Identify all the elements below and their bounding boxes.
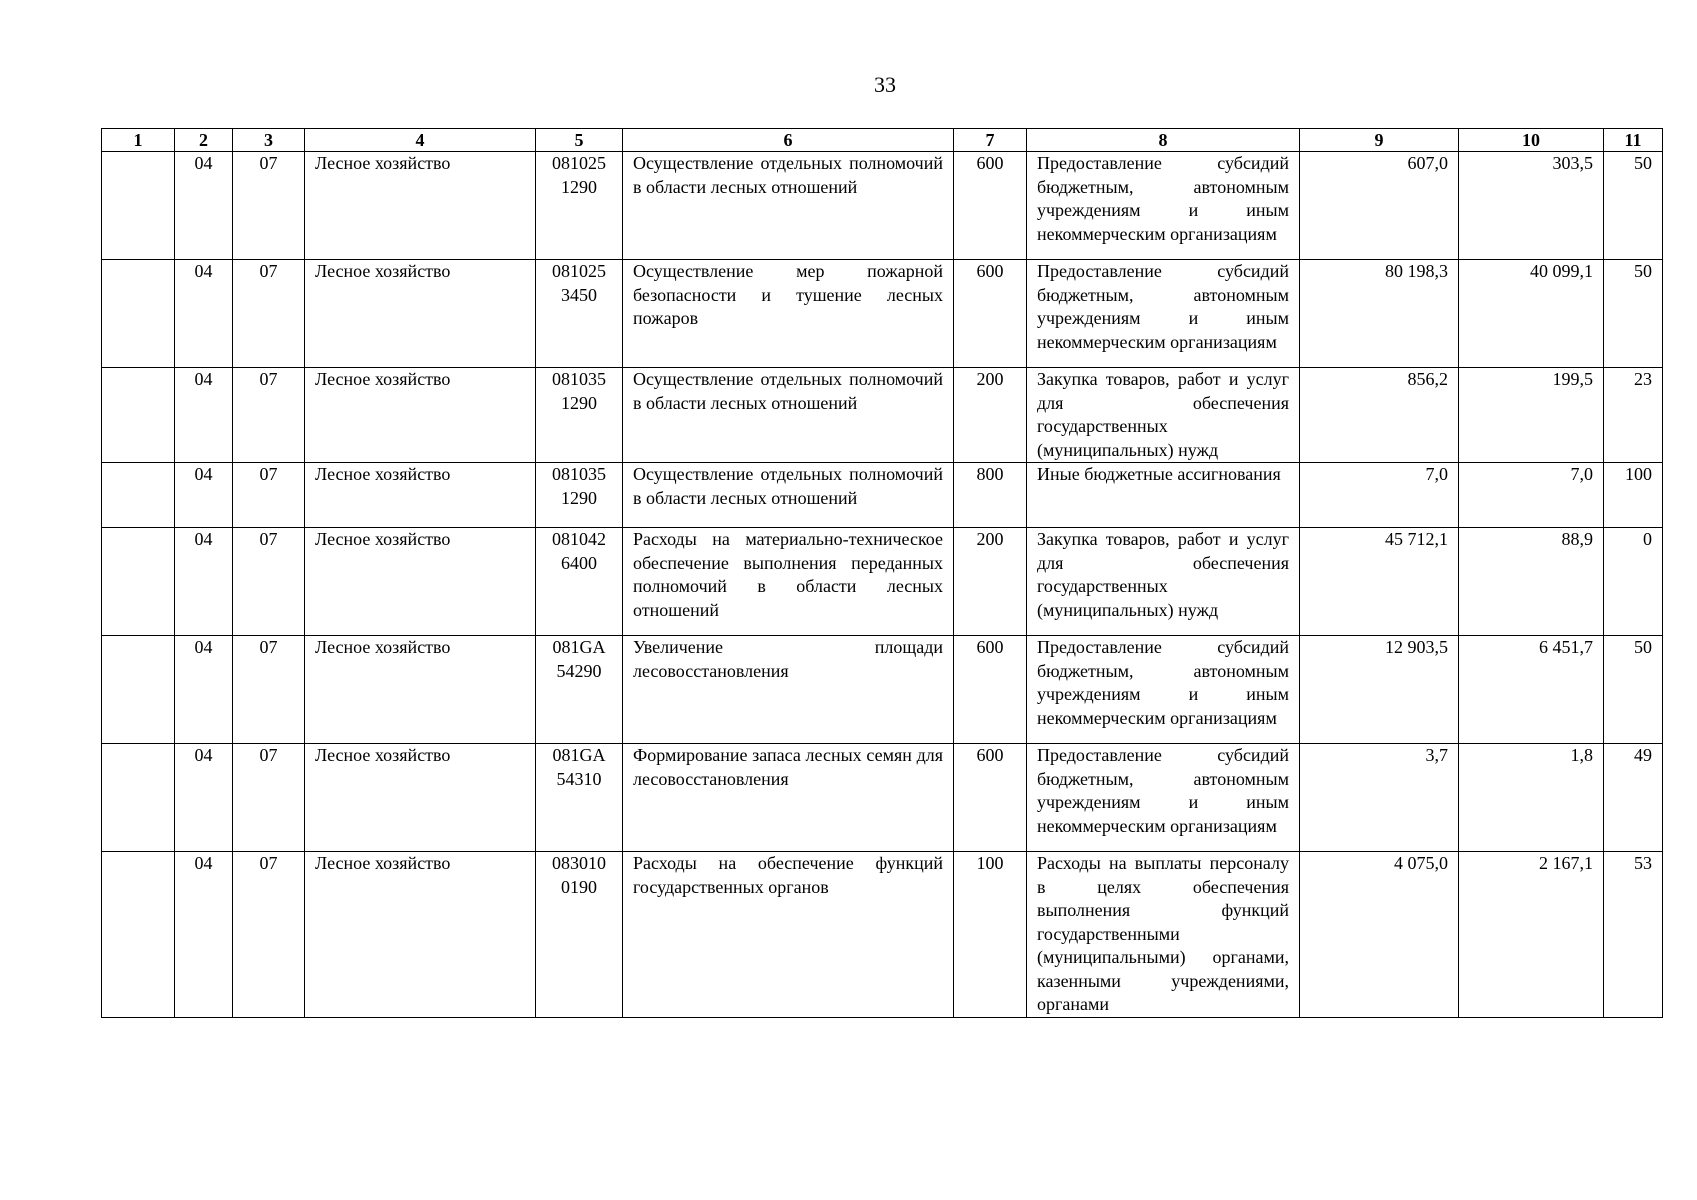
cell-actual: 40 099,1 (1459, 260, 1604, 368)
cell-target-code: 081035 1290 (536, 368, 623, 463)
cell-actual: 6 451,7 (1459, 636, 1604, 744)
cell-section-name: Лесное хозяйство (305, 368, 536, 463)
column-header: 6 (623, 129, 954, 152)
cell-section-name: Лесное хозяйство (305, 636, 536, 744)
cell-expense-code: 600 (954, 744, 1027, 852)
cell-subsection: 07 (233, 636, 305, 744)
column-header: 1 (102, 129, 175, 152)
cell-description: Расходы на обеспечение функций государственных органов (623, 852, 954, 1018)
cell-col-1 (102, 368, 175, 463)
column-header: 9 (1300, 129, 1459, 152)
header-row (102, 129, 1663, 152)
budget-table (101, 128, 1663, 1018)
column-header: 8 (1027, 129, 1300, 152)
cell-description: Расходы на материально-техническое обеспечение выполнения переданных полномочий в области лесных отношений (623, 528, 954, 636)
cell-expense-code: 600 (954, 260, 1027, 368)
cell-target-code: 081GA 54310 (536, 744, 623, 852)
cell-expense-type: Предоставление субсидий бюджетным, автономным учреждениям и иным некоммерческим организациям (1027, 260, 1300, 368)
cell-expense-type: Закупка товаров, работ и услуг для обеспечения государственных (муниципальных) нужд (1027, 368, 1300, 463)
cell-target-code: 083010 0190 (536, 852, 623, 1018)
cell-col-1 (102, 636, 175, 744)
cell-col-1 (102, 463, 175, 528)
cell-expense-type: Предоставление субсидий бюджетным, автономным учреждениям и иным некоммерческим организациям (1027, 636, 1300, 744)
cell-subsection: 07 (233, 152, 305, 260)
cell-percent: 50 (1604, 636, 1663, 744)
column-header: 7 (954, 129, 1027, 152)
cell-expense-code: 600 (954, 152, 1027, 260)
table-body (102, 152, 1663, 1018)
cell-section: 04 (175, 528, 233, 636)
cell-target-code: 081025 3450 (536, 260, 623, 368)
cell-section-name: Лесное хозяйство (305, 463, 536, 528)
cell-percent: 50 (1604, 260, 1663, 368)
cell-planned: 856,2 (1300, 368, 1459, 463)
cell-col-1 (102, 260, 175, 368)
column-header: 10 (1459, 129, 1604, 152)
column-header: 4 (305, 129, 536, 152)
cell-percent: 50 (1604, 152, 1663, 260)
cell-planned: 7,0 (1300, 463, 1459, 528)
table-row (102, 744, 1663, 852)
cell-section: 04 (175, 852, 233, 1018)
cell-actual: 1,8 (1459, 744, 1604, 852)
cell-target-code: 081035 1290 (536, 463, 623, 528)
cell-percent: 100 (1604, 463, 1663, 528)
cell-target-code: 081042 6400 (536, 528, 623, 636)
cell-actual: 2 167,1 (1459, 852, 1604, 1018)
cell-expense-type: Предоставление субсидий бюджетным, автономным учреждениям и иным некоммерческим организациям (1027, 152, 1300, 260)
cell-expense-type: Иные бюджетные ассигнования (1027, 463, 1300, 528)
cell-description: Формирование запаса лесных семян для лесовосстановления (623, 744, 954, 852)
cell-subsection: 07 (233, 463, 305, 528)
cell-percent: 53 (1604, 852, 1663, 1018)
table-row (102, 852, 1663, 1018)
cell-expense-code: 200 (954, 528, 1027, 636)
cell-target-code: 081025 1290 (536, 152, 623, 260)
cell-col-1 (102, 852, 175, 1018)
cell-planned: 607,0 (1300, 152, 1459, 260)
column-header: 3 (233, 129, 305, 152)
table-row (102, 636, 1663, 744)
cell-description: Увеличение площади лесовосстановления (623, 636, 954, 744)
column-header: 5 (536, 129, 623, 152)
cell-percent: 49 (1604, 744, 1663, 852)
cell-subsection: 07 (233, 528, 305, 636)
cell-target-code: 081GA 54290 (536, 636, 623, 744)
cell-subsection: 07 (233, 368, 305, 463)
cell-description: Осуществление отдельных полномочий в области лесных отношений (623, 152, 954, 260)
table-row (102, 368, 1663, 463)
cell-percent: 0 (1604, 528, 1663, 636)
table-row (102, 463, 1663, 528)
cell-section: 04 (175, 744, 233, 852)
cell-actual: 88,9 (1459, 528, 1604, 636)
cell-expense-code: 200 (954, 368, 1027, 463)
cell-actual: 199,5 (1459, 368, 1604, 463)
cell-planned: 45 712,1 (1300, 528, 1459, 636)
cell-section-name: Лесное хозяйство (305, 744, 536, 852)
cell-expense-code: 800 (954, 463, 1027, 528)
page-number: 33 (874, 72, 896, 97)
cell-actual: 303,5 (1459, 152, 1604, 260)
cell-section-name: Лесное хозяйство (305, 260, 536, 368)
cell-expense-type: Закупка товаров, работ и услуг для обеспечения государственных (муниципальных) нужд (1027, 528, 1300, 636)
cell-col-1 (102, 744, 175, 852)
cell-section: 04 (175, 368, 233, 463)
cell-planned: 12 903,5 (1300, 636, 1459, 744)
cell-planned: 3,7 (1300, 744, 1459, 852)
column-header: 2 (175, 129, 233, 152)
cell-percent: 23 (1604, 368, 1663, 463)
table-row (102, 528, 1663, 636)
cell-section-name: Лесное хозяйство (305, 528, 536, 636)
cell-expense-type: Расходы на выплаты персоналу в целях обеспечения выполнения функций государственными (муниципальными) органами, казенными учреждениями, органами (1027, 852, 1300, 1018)
column-header: 11 (1604, 129, 1663, 152)
cell-col-1 (102, 152, 175, 260)
cell-planned: 80 198,3 (1300, 260, 1459, 368)
cell-section: 04 (175, 636, 233, 744)
cell-section: 04 (175, 260, 233, 368)
cell-planned: 4 075,0 (1300, 852, 1459, 1018)
cell-expense-code: 600 (954, 636, 1027, 744)
cell-actual: 7,0 (1459, 463, 1604, 528)
cell-description: Осуществление отдельных полномочий в области лесных отношений (623, 368, 954, 463)
cell-section: 04 (175, 152, 233, 260)
cell-section-name: Лесное хозяйство (305, 152, 536, 260)
cell-description: Осуществление отдельных полномочий в области лесных отношений (623, 463, 954, 528)
cell-subsection: 07 (233, 852, 305, 1018)
table-row (102, 260, 1663, 368)
cell-subsection: 07 (233, 744, 305, 852)
cell-expense-code: 100 (954, 852, 1027, 1018)
cell-expense-type: Предоставление субсидий бюджетным, автономным учреждениям и иным некоммерческим организациям (1027, 744, 1300, 852)
cell-description: Осуществление мер пожарной безопасности и тушение лесных пожаров (623, 260, 954, 368)
cell-section-name: Лесное хозяйство (305, 852, 536, 1018)
table-row (102, 152, 1663, 260)
cell-subsection: 07 (233, 260, 305, 368)
cell-section: 04 (175, 463, 233, 528)
cell-col-1 (102, 528, 175, 636)
